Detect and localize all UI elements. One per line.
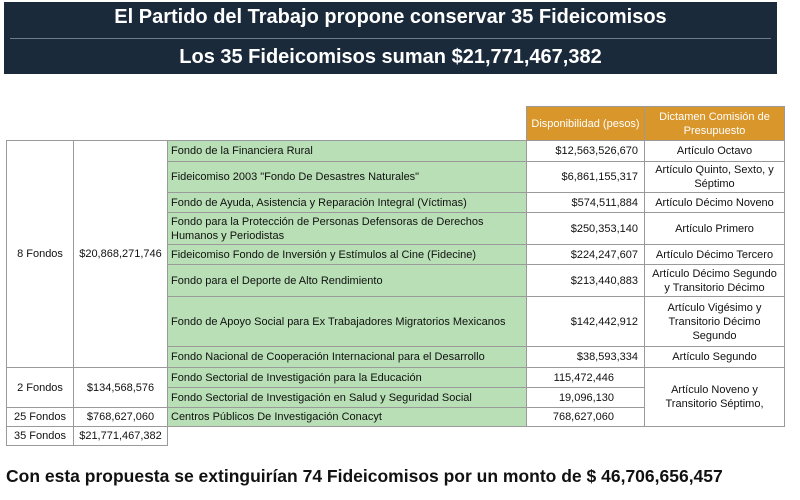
total-row <box>7 427 785 446</box>
fund-amount: $142,442,912 <box>527 297 645 347</box>
group-label-35: 35 Fondos <box>7 427 74 446</box>
fund-amount: 768,627,060 <box>527 408 645 427</box>
fund-dictamen: Artículo Décimo Noveno <box>645 193 785 213</box>
group-total-25: $768,627,060 <box>74 408 168 427</box>
header-dictamen: Dictamen Comisión de Presupuesto <box>645 107 785 141</box>
banner-divider <box>10 38 771 39</box>
table-row <box>7 141 785 162</box>
group-total-35: $21,771,467,382 <box>74 427 168 446</box>
fund-name: Fondo de Ayuda, Asistencia y Reparación Integral (Víctimas) <box>168 193 527 213</box>
fund-amount: $250,353,140 <box>527 213 645 245</box>
fund-name: Fideicomiso Fondo de Inversión y Estímulos al Cine (Fidecine) <box>168 245 527 265</box>
fund-dictamen: Artículo Décimo Segundo y Transitorio Décimo <box>645 265 785 297</box>
fund-name: Centros Públicos De Investigación Conacyt <box>168 408 527 427</box>
fund-amount: 115,472,446 <box>527 368 645 388</box>
group-label-2: 2 Fondos <box>7 368 74 408</box>
fund-amount: $6,861,155,317 <box>527 162 645 193</box>
fund-name: Fondo de la Financiera Rural <box>168 141 527 162</box>
title-banner <box>4 2 777 74</box>
fund-name: Fondo para el Deporte de Alto Rendimiento <box>168 265 527 297</box>
group-total-2: $134,568,576 <box>74 368 168 408</box>
fund-name: Fondo Nacional de Cooperación Internacional para el Desarrollo <box>168 347 527 368</box>
fund-name: Fideicomiso 2003 "Fondo De Desastres Naturales" <box>168 162 527 193</box>
header-disponibilidad: Disponibilidad (pesos) <box>527 107 645 141</box>
fund-name: Fondo de Apoyo Social para Ex Trabajadores Migratorios Mexicanos <box>168 297 527 347</box>
fund-dictamen: Artículo Quinto, Sexto, y Séptimo <box>645 162 785 193</box>
fideicomisos-table <box>6 106 785 446</box>
fund-dictamen: Artículo Noveno y Transitorio Séptimo, <box>645 368 785 427</box>
fund-dictamen: Artículo Décimo Tercero <box>645 245 785 265</box>
fund-amount: $574,511,884 <box>527 193 645 213</box>
fund-dictamen: Artículo Primero <box>645 213 785 245</box>
fund-amount: $38,593,334 <box>527 347 645 368</box>
header-row <box>7 107 785 141</box>
fund-dictamen: Artículo Segundo <box>645 347 785 368</box>
table-row <box>7 368 785 388</box>
fund-dictamen: Artículo Vigésimo y Transitorio Décimo Segundo <box>645 297 785 347</box>
fund-amount: $12,563,526,670 <box>527 141 645 162</box>
banner-title: El Partido del Trabajo propone conservar 35 Fideicomisos <box>114 6 667 28</box>
fund-amount: 19,096,130 <box>527 388 645 408</box>
fund-name: Fondo para la Protección de Personas Defensoras de Derechos Humanos y Periodistas <box>168 213 527 245</box>
fund-dictamen: Artículo Octavo <box>645 141 785 162</box>
banner-subtitle: Los 35 Fideicomisos suman $21,771,467,382 <box>179 46 602 68</box>
fund-name: Fondo Sectorial de Investigación para la Educación <box>168 368 527 388</box>
fund-amount: $213,440,883 <box>527 265 645 297</box>
footer-summary: Con esta propuesta se extinguirían 74 Fideicomisos por un monto de $ 46,706,656,457 <box>6 466 723 486</box>
fund-amount: $224,247,607 <box>527 245 645 265</box>
group-label-25: 25 Fondos <box>7 408 74 427</box>
fund-name: Fondo Sectorial de Investigación en Salud y Seguridad Social <box>168 388 527 408</box>
group-total-8: $20,868,271,746 <box>74 141 168 368</box>
group-label-8: 8 Fondos <box>7 141 74 368</box>
